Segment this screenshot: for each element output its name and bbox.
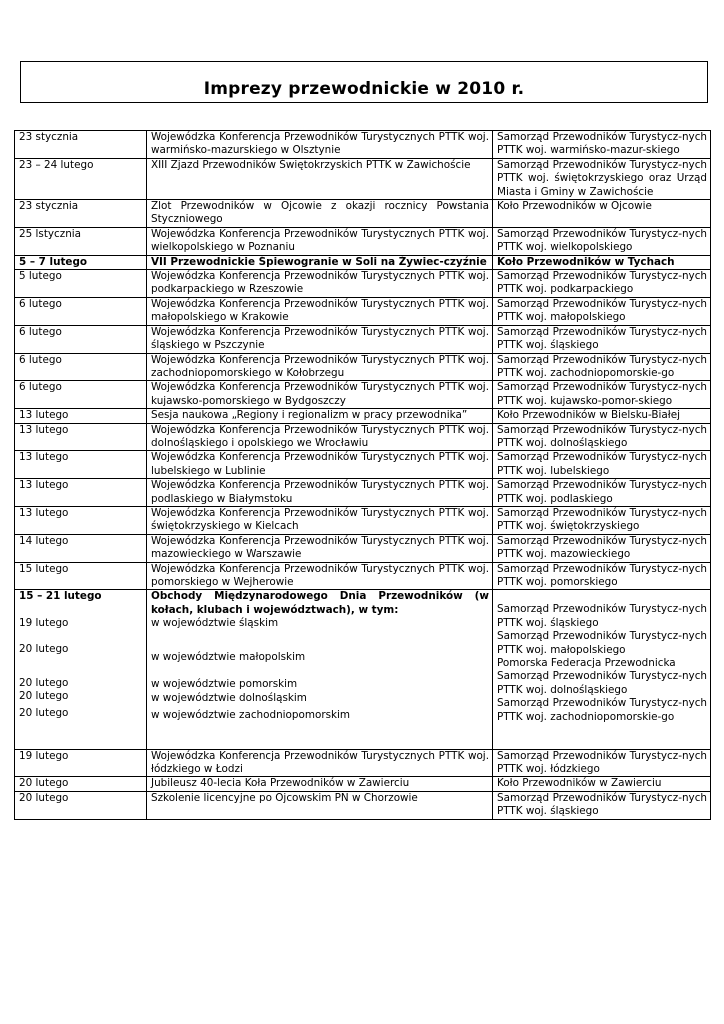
spacer [497,590,707,603]
organizer-cell: Samorząd Przewodników Turystycz-nych PTTK woj. kujawsko-pomor-skiego [493,381,711,409]
event-cell: Wojewódzka Konferencja Przewodników Turystycznych PTTK woj. świętokrzyskiego w Kielcach [147,506,493,534]
date-cell: 6 lutego [15,353,147,381]
date-cell: 14 lutego [15,534,147,562]
table-row [15,381,711,409]
table-row [15,131,711,159]
title-box [20,61,708,103]
table-row [15,506,711,534]
date-cell: 23 – 24 lutego [15,158,147,199]
date-cell: 5 – 7 lutego [15,255,147,269]
date-cell: 23 stycznia [15,200,147,228]
organizer-cell: Samorząd Przewodników Turystycz-nych PTTK woj. pomorskiego [493,562,711,590]
table-row [15,325,711,353]
event-cell: Wojewódzka Konferencja Przewodników Turystycznych PTTK woj. podlaskiego w Białymstoku [147,479,493,507]
organizer-cell: Samorząd Przewodników Turystycz-nych PTTK woj. lubelskiego [493,451,711,479]
date-cell: 13 lutego [15,451,147,479]
sub-date: 20 lutego [19,676,69,689]
organizer-cell: Samorząd Przewodników Turystycz-nych PTTK woj. małopolskiego [493,297,711,325]
table-row [15,200,711,228]
organizer-cell: Samorząd Przewodników Turystycz-nych PTTK woj. łódzkiego [493,749,711,777]
group-event: Obchody Międzynarodowego Dnia Przewodników (w kołach, klubach i województwach), w tym: [151,590,489,616]
sub-organizer: Samorząd Przewodników Turystycz-nych PTTK woj. zachodniopomorskie-go [497,697,707,723]
table-row [15,270,711,298]
sub-date: 20 lutego [19,642,69,655]
table-row [15,297,711,325]
organizer-cell: Samorząd Przewodników Turystycz-nych PTTK woj. dolnośląskiego [493,423,711,451]
table-row [15,423,711,451]
date-cell [15,590,147,749]
organizer-cell: Koło Przewodników w Tychach [493,255,711,269]
table-row [15,791,711,819]
sub-organizer: Samorząd Przewodników Turystycz-nych PTTK woj. śląskiego [497,603,707,629]
organizer-cell: Samorząd Przewodników Turystycz-nych PTTK woj. świętokrzyskiego [493,506,711,534]
event-cell: Wojewódzka Konferencja Przewodników Turystycznych PTTK woj. warmińsko-mazurskiego w Olsztynie [147,131,493,159]
event-cell [147,590,493,749]
table-row [15,353,711,381]
organizer-cell: Koło Przewodników w Bielsku-Białej [493,409,711,423]
organizer-cell: Samorząd Przewodników Turystycz-nych PTTK woj. świętokrzyskiego oraz Urząd Miasta i Gminy w Zawichoście [493,158,711,199]
table-row [15,158,711,199]
organizer-cell: Samorząd Przewodników Turystycz-nych PTTK woj. wielkopolskiego [493,227,711,255]
date-cell: 13 lutego [15,409,147,423]
event-cell: Wojewódzka Konferencja Przewodników Turystycznych PTTK woj. podkarpackiego w Rzeszowie [147,270,493,298]
event-cell: Wojewódzka Konferencja Przewodników Turystycznych PTTK woj. kujawsko-pomorskiego w Bydgoszczy [147,381,493,409]
sub-event: w województwie małopolskim [151,651,306,664]
sub-date: 19 lutego [19,616,69,629]
sub-event: w województwie zachodniopomorskim [151,708,351,721]
table-row [15,409,711,423]
table-row [15,534,711,562]
events-table [14,130,711,820]
table-row [15,451,711,479]
organizer-cell: Koło Przewodników w Ojcowie [493,200,711,228]
table-row [15,777,711,791]
page-title: Imprezy przewodnickie w 2010 r. [203,79,525,99]
date-cell: 13 lutego [15,479,147,507]
event-cell: Sesja naukowa „Regiony i regionalizm w pracy przewodnika” [147,409,493,423]
organizer-cell: Samorząd Przewodników Turystycz-nych PTTK woj. mazowieckiego [493,534,711,562]
group-date: 15 – 21 lutego [19,590,102,603]
event-cell: Wojewódzka Konferencja Przewodników Turystycznych PTTK woj. lubelskiego w Lublinie [147,451,493,479]
event-cell: Wojewódzka Konferencja Przewodników Turystycznych PTTK woj. mazowieckiego w Warszawie [147,534,493,562]
organizer-cell [493,590,711,749]
date-cell: 6 lutego [15,297,147,325]
table-row [15,255,711,269]
organizer-cell: Samorząd Przewodników Turystycz-nych PTTK woj. śląskiego [493,325,711,353]
date-cell: 23 stycznia [15,131,147,159]
event-cell: Jubileusz 40-lecia Koła Przewodników w Zawierciu [147,777,493,791]
date-cell: 6 lutego [15,381,147,409]
event-cell: XIII Zjazd Przewodników Świętokrzyskich PTTK w Zawichoście [147,158,493,199]
event-cell: Wojewódzka Konferencja Przewodników Turystycznych PTTK woj. łódzkiego w Łodzi [147,749,493,777]
sub-event: w województwie śląskim [151,617,279,630]
date-cell: 20 lutego [15,791,147,819]
event-cell: Wojewódzka Konferencja Przewodników Turystycznych PTTK woj. zachodniopomorskiego w Kołobrzegu [147,353,493,381]
table-row [15,562,711,590]
event-cell: Wojewódzka Konferencja Przewodników Turystycznych PTTK woj. wielkopolskiego w Poznaniu [147,227,493,255]
date-cell: 13 lutego [15,423,147,451]
sub-event: w województwie pomorskim [151,678,298,691]
event-cell: Wojewódzka Konferencja Przewodników Turystycznych PTTK woj. pomorskiego w Wejherowie [147,562,493,590]
event-cell: VII Przewodnickie Śpiewogranie w Soli na Żywiec-czyźnie [147,255,493,269]
date-cell: 15 lutego [15,562,147,590]
event-cell: Szkolenie licencyjne po Ojcowskim PN w Chorzowie [147,791,493,819]
event-cell: Wojewódzka Konferencja Przewodników Turystycznych PTTK woj. małopolskiego w Krakowie [147,297,493,325]
sub-event: w województwie dolnośląskim [151,691,307,704]
table-row [15,749,711,777]
date-cell: 6 lutego [15,325,147,353]
date-cell: 13 lutego [15,506,147,534]
sub-date: 20 lutego [19,707,69,720]
date-cell: 19 lutego [15,749,147,777]
organizer-cell: Samorząd Przewodników Turystycz-nych PTTK woj. śląskiego [493,791,711,819]
organizer-cell: Samorząd Przewodników Turystycz-nych PTTK woj. podkarpackiego [493,270,711,298]
sub-organizer: Samorząd Przewodników Turystycz-nych PTTK woj. małopolskiego [497,630,707,656]
organizer-cell: Samorząd Przewodników Turystycz-nych PTTK woj. zachodniopomorskie-go [493,353,711,381]
table-row [15,479,711,507]
sub-date: 20 lutego [19,690,69,703]
table-row-group [15,590,711,749]
event-cell: Zlot Przewodników w Ojcowie z okazji rocznicy Powstania Styczniowego [147,200,493,228]
sub-organizer: Pomorska Federacja Przewodnicka [497,657,676,670]
date-cell: 20 lutego [15,777,147,791]
organizer-cell: Samorząd Przewodników Turystycz-nych PTTK woj. podlaskiego [493,479,711,507]
sub-organizer: Samorząd Przewodników Turystycz-nych PTTK woj. dolnośląskiego [497,670,707,696]
spacer [19,604,143,617]
table-row [15,227,711,255]
organizer-cell: Samorząd Przewodników Turystycz-nych PTTK woj. warmińsko-mazur-skiego [493,131,711,159]
date-cell: 5 lutego [15,270,147,298]
event-cell: Wojewódzka Konferencja Przewodników Turystycznych PTTK woj. śląskiego w Pszczynie [147,325,493,353]
date-cell: 25 lstycznia [15,227,147,255]
organizer-cell: Koło Przewodników w Zawierciu [493,777,711,791]
event-cell: Wojewódzka Konferencja Przewodników Turystycznych PTTK woj. dolnośląskiego i opolskiego we Wrocławiu [147,423,493,451]
